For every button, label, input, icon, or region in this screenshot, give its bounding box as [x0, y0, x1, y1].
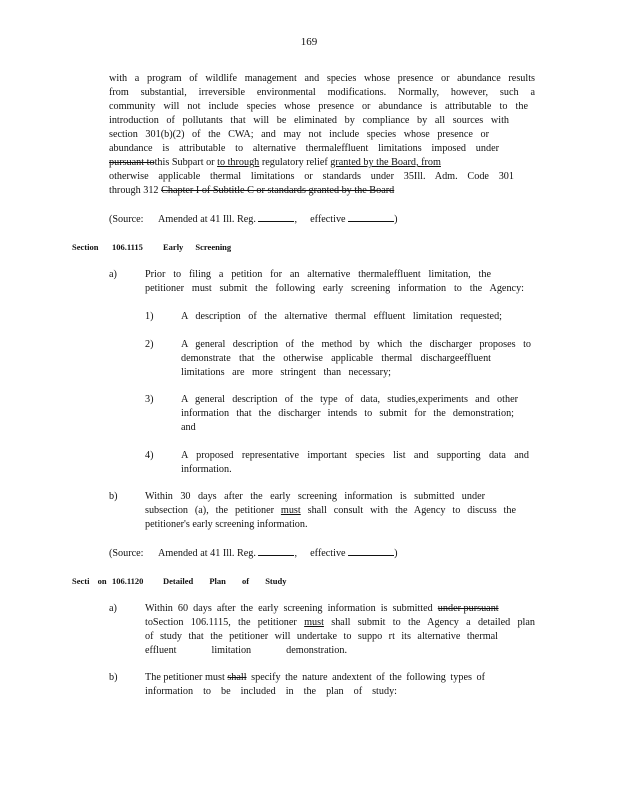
inserted-text: granted by the Board, from [330, 157, 441, 168]
section-1120-title: Detailed Plan of Study [163, 576, 287, 586]
source-note-2: (Source: Amended at 41 Ill. Reg. , effective ) [109, 548, 398, 559]
intro-line-3: community will not include species whose presence or abundance is attributable to the [109, 101, 528, 112]
blank-line [258, 212, 294, 222]
blank-line [348, 546, 394, 556]
section-1115-number: 106.1115 [112, 242, 143, 252]
section-1120-label: Secti on [72, 576, 107, 586]
item-a-line-2: toSection 106.1115, the petitioner must shall submit to the Agency a detailed plan [145, 617, 536, 628]
item-a-line-3: of study that the petitioner will undertake to suppo rt its alternative thermal [145, 631, 498, 642]
sub-1-text: A description of the alternative thermal effluent limitation requested; [181, 311, 502, 322]
struck-text: pursuant to [109, 157, 155, 168]
item-a-label: a) [109, 269, 117, 280]
item-b-label: b) [109, 672, 118, 683]
intro-line-2: from substantial, irreversible environmental modifications. Normally, however, such a [109, 87, 535, 98]
blank-line [258, 546, 294, 556]
item-b-line-2: information to be included in the plan of study: [145, 686, 397, 697]
item-b-label: b) [109, 491, 118, 502]
section-1115-title: Early Screening [163, 242, 232, 252]
sub-4-line-1: A proposed representative important species list and supporting data and [181, 450, 529, 461]
source-note-1: (Source: Amended at 41 Ill. Reg. , effective ) [109, 214, 398, 225]
section-1120-number: 106.1120 [112, 576, 144, 586]
item-a-line-1: Prior to filing a petition for an alternative thermaleffluent limitation, the [145, 269, 491, 280]
sub-2-line-3: limitations are more stringent than necessary; [181, 367, 391, 378]
page-number: 169 [300, 36, 318, 48]
struck-text: Chapter I of Subtitle C or standards granted by the Board [161, 185, 395, 196]
item-b-line-1: Within 30 days after the early screening information is submitted under [145, 491, 485, 502]
sub-3-line-3: and [181, 422, 196, 433]
sub-4-line-2: information. [181, 464, 232, 475]
intro-line-7: pursuant tothis Subpart or to through regulatory relief granted by the Board, from [109, 157, 441, 168]
item-b-line-3: petitioner's early screening information. [145, 519, 308, 530]
item-a-label: a) [109, 603, 117, 614]
inserted-text: must [304, 617, 324, 628]
intro-line-9: through 312 Chapter I of Subtitle C or standards granted by the Board [109, 185, 395, 196]
item-a-line-2: petitioner must submit the following early screening information to the Agency: [145, 283, 524, 294]
item-b-line-1: The petitioner must shall specify the nature andextent of the following types of [145, 672, 485, 683]
sub-2-line-1: A general description of the method by which the discharger proposes to [181, 339, 531, 350]
intro-line-4: introduction of pollutants that will be eliminated by compliance by all sources with [109, 115, 509, 126]
inserted-text: to through [217, 157, 260, 168]
sub-2-label: 2) [145, 339, 154, 350]
intro-line-8: otherwise applicable thermal limitations or standards under 35Ill. Adm. Code 301 [109, 171, 514, 182]
section-1115-label: Section [72, 242, 99, 252]
sub-3-line-2: information that the discharger intends to submit for the demonstration; [181, 408, 514, 419]
intro-line-5: section 301(b)(2) of the CWA; and may not include species whose presence or [109, 129, 489, 140]
blank-line [348, 212, 394, 222]
sub-3-line-1: A general description of the type of data, studies,experiments and other [181, 394, 518, 405]
struck-text: shall [227, 672, 247, 683]
intro-line-6: abundance is attributable to alternative thermaleffluent limitations imposed under [109, 143, 499, 154]
sub-3-label: 3) [145, 394, 154, 405]
inserted-text: must [280, 505, 301, 516]
item-b-line-2: subsection (a), the petitioner must shall consult with the Agency to discuss the [145, 505, 516, 516]
item-a-line-4: effluent limitation demonstration. [145, 645, 347, 656]
sub-4-label: 4) [145, 450, 154, 461]
sub-2-line-2: demonstrate that the otherwise applicable thermal dischargeeffluent [181, 353, 491, 364]
item-a-line-1: Within 60 days after the early screening information is submitted under pursuant [145, 603, 499, 614]
sub-1-label: 1) [145, 311, 154, 322]
intro-line-1: with a program of wildlife management and species whose presence or abundance results [109, 73, 535, 84]
struck-text: under pursuant [437, 603, 499, 614]
